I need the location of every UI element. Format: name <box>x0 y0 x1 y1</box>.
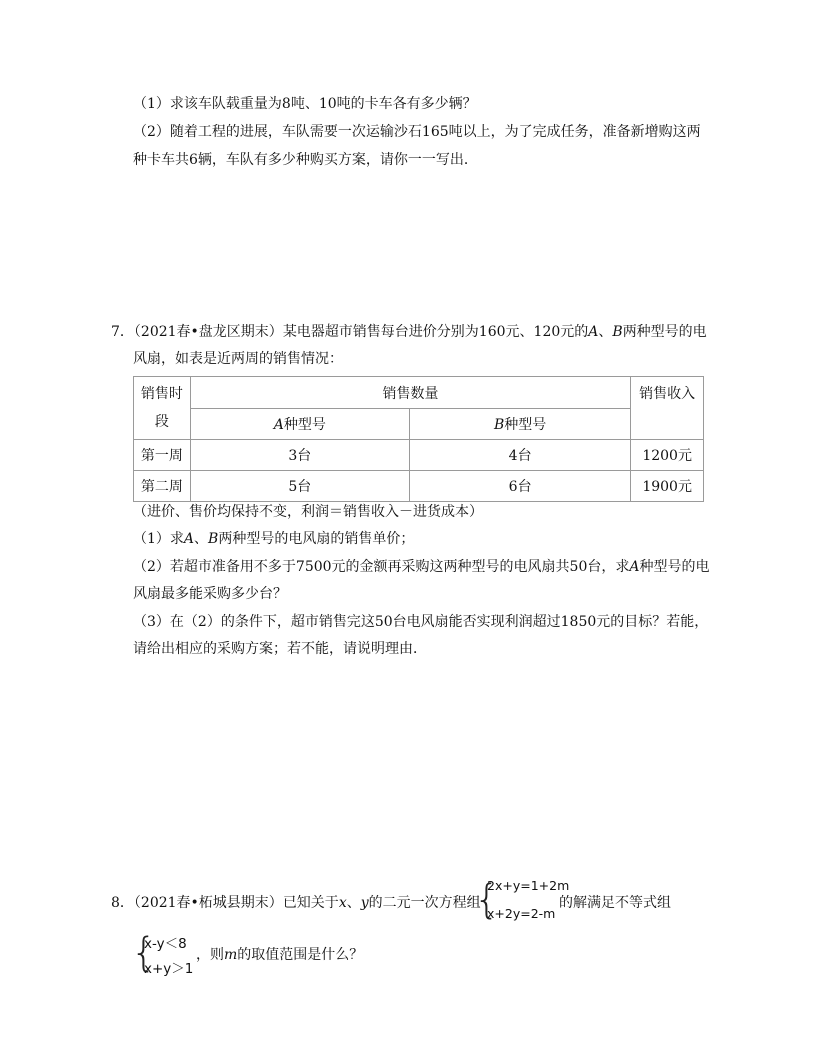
table-row <box>134 440 704 471</box>
cell-model-b: 6台 <box>409 471 630 502</box>
header-sales-income: 销售收入 <box>631 377 704 440</box>
q8-stem-line1a <box>111 893 481 913</box>
q7-part1-var-b: B <box>208 531 219 547</box>
q7-part1-sep: 、 <box>194 531 209 547</box>
q7-note: （进价、售价均保持不变，利润＝销售收入－进货成本） <box>133 504 483 520</box>
q7-var-b: B <box>612 324 623 340</box>
q6-part2-line2: 种卡车共6辆，车队有多少种购买方案，请你一一写出． <box>133 152 478 168</box>
q7-part3-line1: （3）在（2）的条件下，超市销售完这50台电风扇能否实现利润超过1850元的目标？若能， <box>133 614 709 630</box>
q6-part2-line1: （2）随着工程的进展，车队需要一次运输沙石165吨以上，为了完成任务，准备新增购这两 <box>133 124 701 140</box>
q7-part2-a: （2）若超市准备用不多于7500元的金额再采购这两种型号的电风扇共50台，求 <box>133 559 630 575</box>
q8-var-m: m <box>224 947 238 963</box>
header-model-b-text: 种型号 <box>504 417 547 433</box>
inequality-system-brace: { <box>131 930 157 976</box>
q7-number: 7． <box>111 324 134 340</box>
q8-var-x: x <box>338 895 347 911</box>
q7-var-a: A <box>588 324 599 340</box>
header-sales-quantity: 销售数量 <box>190 377 631 409</box>
q7-stem-b: 两种型号的电 <box>622 324 707 340</box>
q7-part1-a: （1）求 <box>133 531 184 547</box>
q7-part1-var-a: A <box>183 531 195 547</box>
q7-part1 <box>133 529 414 549</box>
header-sales-period-line2: 段 <box>154 414 169 430</box>
q8-number: 8． <box>111 895 134 911</box>
header-model-a-var: A <box>273 417 284 433</box>
q8-stem-b: 的二元一次方程组 <box>368 895 481 911</box>
q6-part1: （1）求该车队载重量为8吨、10吨的卡车各有多少辆？ <box>133 96 477 112</box>
q8-stem-line2 <box>196 945 363 965</box>
header-sales-period <box>134 377 191 440</box>
table-header-row <box>134 377 704 409</box>
header-model-b-var: B <box>493 417 505 433</box>
q8-sep: 、 <box>346 895 361 911</box>
header-model-a <box>190 409 409 440</box>
q7-stem-line1 <box>111 322 707 342</box>
q7-sep: 、 <box>598 324 613 340</box>
cell-income: 1900元 <box>631 471 704 502</box>
cell-period: 第一周 <box>134 440 191 471</box>
cell-model-a: 5台 <box>190 471 409 502</box>
q7-part2-var: A <box>629 559 640 575</box>
cell-model-a: 3台 <box>190 440 409 471</box>
q7-part2-line1 <box>133 557 709 577</box>
sales-table <box>133 376 704 502</box>
q7-part1-b: 两种型号的电风扇的销售单价； <box>218 531 415 547</box>
equation-system-brace: { <box>474 877 500 923</box>
q7-part3-line2: 请给出相应的采购方案；若不能，请说明理由． <box>133 641 427 657</box>
inequality-1: x-y＜8 <box>144 936 187 952</box>
q7-stem-a: 某电器超市销售每台进价分别为160元、120元的 <box>282 324 589 340</box>
cell-period: 第二周 <box>134 471 191 502</box>
inequality-2: x+y＞1 <box>144 961 194 977</box>
q8-source: （2021春•柘城县期末） <box>133 895 283 911</box>
equation-2: x+2y=2-m <box>487 906 556 921</box>
header-sales-period-line1: 销售时 <box>140 386 183 402</box>
q8-stem-a: 已知关于 <box>282 895 339 911</box>
cell-income: 1200元 <box>631 440 704 471</box>
q7-part2-line2: 风扇最多能采购多少台？ <box>133 586 287 602</box>
header-model-b <box>409 409 630 440</box>
q8-stem-d: ，则 <box>196 947 224 963</box>
q8-stem-e: 的取值范围是什么？ <box>237 947 364 963</box>
equation-1: 2x+y=1+2m <box>487 878 570 893</box>
q8-stem-c: 的解满足不等式组 <box>559 895 671 911</box>
q7-source: （2021春•盘龙区期末） <box>133 324 283 340</box>
table-row <box>134 471 704 502</box>
q8-var-y: y <box>360 895 369 911</box>
table-subheader-row <box>134 409 704 440</box>
q7-part2-b: 种型号的电 <box>639 559 710 575</box>
q7-stem-line2: 风扇，如表是近两周的销售情况： <box>133 351 343 367</box>
cell-model-b: 4台 <box>409 440 630 471</box>
header-model-a-text: 种型号 <box>283 417 326 433</box>
